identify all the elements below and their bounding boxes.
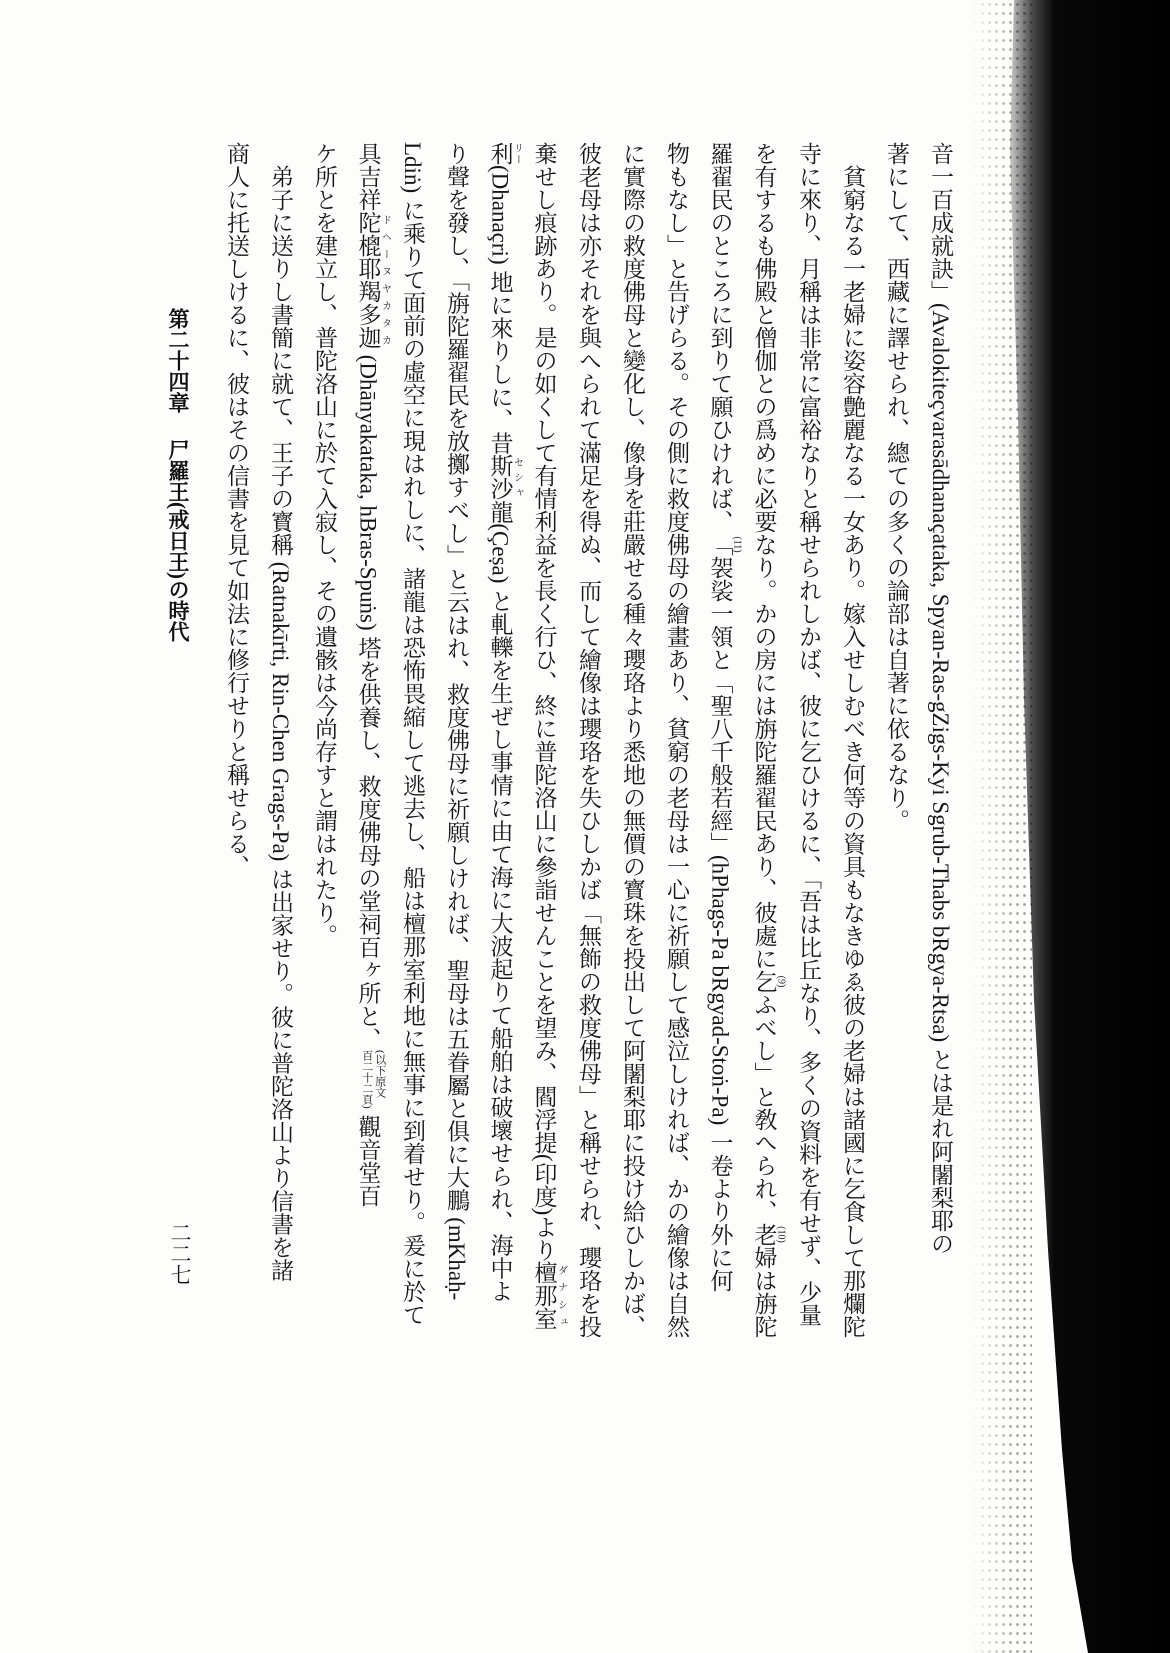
text-column	[346, 142, 390, 1417]
text-run: 貧窮なる一老婦に姿容艶麗なる一女あり。嫁入せしむべき何等の資具もなきゆゑ彼の老婦は諸國に乞食して那爛陀	[840, 165, 865, 1338]
page-number: 二二七	[168, 1222, 192, 1285]
ruby-annotation	[707, 533, 743, 556]
inline-note-line: 百二十二頁)	[360, 1050, 373, 1110]
ruby-annotation	[751, 1223, 787, 1246]
ruby-annotation	[751, 970, 787, 993]
ruby-text: ダナシュ	[555, 1261, 567, 1331]
text-column	[522, 142, 566, 1417]
ruby-base: 利	[487, 142, 513, 165]
text-run: に實際の救度佛母と變化し、像身を莊嚴せる種々瓔珞より悉地の無價の寳珠を投出して阿闍梨耶に投け給ひしかば、	[620, 142, 645, 1338]
running-head	[163, 308, 193, 642]
text-column	[874, 142, 918, 1417]
inline-note-line: (以下原文	[373, 1050, 386, 1099]
text-column	[258, 142, 302, 1417]
ruby-base: 斯沙	[487, 454, 513, 501]
ruby-annotation	[487, 454, 523, 501]
text-run: 商人に托送しけるに、彼はその信書を見て如法に修行せりと稱せらる、	[224, 142, 249, 878]
text-run: 觀音堂百	[355, 1109, 381, 1207]
text-run: 羅翟民のところに到りて願ひければ、	[707, 142, 733, 533]
ruby-base: 檀那室	[531, 1261, 557, 1331]
text-run: 著にして、西藏に譯せられ、總ての多くの論部は自著に依るなり。	[884, 142, 909, 832]
text-run: 婦は旃陀	[751, 1246, 777, 1338]
text-run: り聲を發し、「旃陀羅翟民を放擲すべし」と云はれ、救度佛母に祈願しければ、聖母は五眷屬と俱に大鵬 (mKhaḥ-	[444, 142, 469, 1301]
text-run: 彼老母は亦それを與へられて滿足を得ぬ、而して繪像は瓔珞を失ひしかば「無飾の救度佛母」と稱せられ、瓔珞を投	[576, 142, 601, 1338]
text-run: 音一百成就訣」(Avalokiteçvarasādhanaçataka, Spyan-Ras-gZigs-Kyi Sgrub-Thabs bRgya-Rtsa) とは是れ阿闍梨耶の	[928, 142, 953, 1255]
text-column	[786, 142, 830, 1417]
text-run: 具吉祥	[355, 142, 381, 211]
text-column	[698, 142, 742, 1417]
ruby-annotation	[487, 142, 523, 165]
text-column	[654, 142, 698, 1417]
text-run: ふべし」と敎へられ、	[751, 993, 777, 1223]
text-run: 物もなし」と告げらる。その側に救度佛母の繪畫あり、貧窮の老母は一心に祈願して感泣しければ、かの繪像は自然	[664, 142, 689, 1338]
ruby-text: リー	[511, 142, 523, 165]
inline-note	[360, 1050, 386, 1109]
text-run: 棄せし痕跡あり。是の如くして有情利益を長く行ひ、終に普陀洛山に參詣せんことを望み、閻浮提(印度)より	[531, 142, 557, 1262]
text-run: ケ所とを建立し、普陀洛山に於て入寂し、その遺骸は今尚存すと謂はれたり。	[312, 142, 337, 947]
text-column	[610, 142, 654, 1417]
body-text	[214, 142, 962, 1417]
running-head-title: 尸羅王(戒日王)の時代	[166, 439, 190, 642]
text-run: (Dhānyakataka, hBras-Spuṅs) 塔を供養し、救度佛母の堂祠百ヶ所と、	[355, 349, 381, 1051]
ruby-base: 陀㮰耶羯多迦	[355, 211, 381, 349]
text-column	[566, 142, 610, 1417]
text-column	[478, 142, 522, 1417]
ruby-text: セシャ	[511, 454, 523, 501]
running-head-chapter: 第二十四章	[166, 308, 190, 413]
ruby-annotation	[531, 1261, 567, 1331]
text-run: 弟子に送りし書簡に就て、王子の寳稱 (Ratnakīrti, Rin-Chen Grags-Pa) は出家せり。彼に普陀洛山より信書を諸	[268, 165, 293, 1282]
ruby-text: (9)	[775, 970, 787, 993]
text-run: 袈裟一領と「聖八千般若經」(hPhags-Pa bRgyad-Stoṅ-Pa) 一卷より外に何	[707, 556, 733, 1292]
text-column	[830, 142, 874, 1417]
ruby-text: (11)	[731, 533, 743, 556]
text-run: 寺に來り、月稱は非常に富裕なりと稱せられしかば、彼に乞ひけるに、「吾は比丘なり、多くの資料を有せず、少量	[796, 142, 821, 1327]
text-column	[214, 142, 258, 1417]
text-run: Ldiṅ) に乘りて面前の虛空に現はれしに、諸龍は恐怖畏縮して逃去し、船は檀那室利地に無事に到着せり。爰に於て	[400, 142, 425, 1326]
text-run: を有するも佛殿と僧伽との爲めに必要なり。かの房には旃陀羅翟民あり、彼處に	[751, 142, 777, 970]
ruby-base: 「	[707, 533, 733, 556]
text-run: 龍(Çeṣa) と軋轢を生ぜし事情に由て海に大波起りて船舶は破壞せられ、海中よ	[487, 500, 513, 1303]
text-column	[390, 142, 434, 1417]
text-column	[742, 142, 786, 1417]
text-column	[302, 142, 346, 1417]
ruby-text: (10)	[775, 1223, 787, 1246]
ruby-base: 老	[751, 1223, 777, 1246]
text-column	[918, 142, 962, 1417]
ruby-annotation	[355, 211, 391, 349]
text-run: (Dhanaçri) 地に來りしに、昔	[487, 165, 513, 455]
ruby-text: ドヘーヌヤカタカ	[379, 211, 391, 349]
ruby-base: 乞	[751, 970, 777, 993]
text-column	[434, 142, 478, 1417]
